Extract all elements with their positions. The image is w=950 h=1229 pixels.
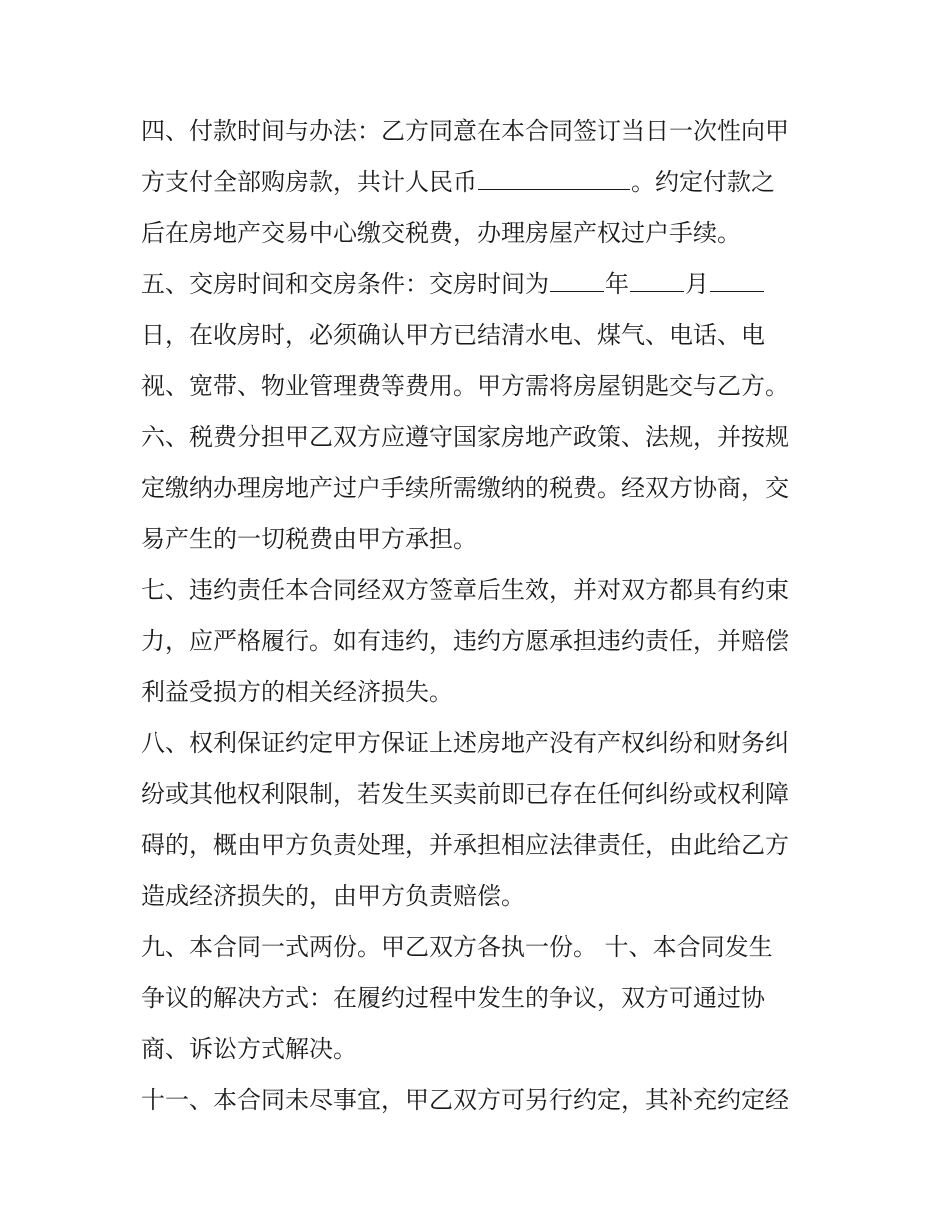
clause-8-warranty-line-3: 碍的，概由甲方负责处理，并承担相应法律责任，由此给乙方 (141, 831, 789, 859)
clause-8-warranty-line-1: 八、权利保证约定甲方保证上述房地产没有产权纠纷和财务纠 (141, 729, 789, 757)
payment-note: 。约定付款之 (631, 168, 775, 196)
clause-8-warranty-line-2: 纷或其他权利限制，若发生买卖前即已存在任何纠纷或权利障 (141, 780, 789, 808)
clause-9-10-line-1: 九、本合同一式两份。甲乙双方各执一份。 十、本合同发生 (141, 933, 773, 961)
year-label: 年 (605, 270, 629, 298)
clause-7-breach-line-1: 七、违约责任本合同经双方签章后生效，并对双方都具有约束 (141, 576, 789, 604)
handover-month-blank (630, 269, 684, 292)
month-label: 月 (685, 270, 709, 298)
clause-6-taxes-line-3: 易产生的一切税费由甲方承担。 (141, 525, 477, 553)
clause-5-handover-line-2: 日，在收房时，必须确认甲方已结清水电、煤气、电话、电 (141, 321, 765, 349)
handover-year-blank (550, 269, 604, 292)
contract-body (141, 106, 811, 1126)
total-price-label: 方支付全部购房款，共计人民币 (141, 168, 477, 196)
clause-11-misc-line-1: 十一、本合同未尽事宜，甲乙双方可另行约定，其补充约定经 (141, 1086, 789, 1114)
clause-4-payment-line-2 (141, 157, 811, 208)
clause-4-payment-line-3: 后在房地产交易中心缴交税费，办理房屋产权过户手续。 (141, 219, 741, 247)
handover-day-blank (710, 269, 764, 292)
clause-7-breach-line-3: 利益受损方的相关经济损失。 (141, 678, 453, 706)
clause-10-dispute-line-2: 争议的解决方式：在履约过程中发生的争议，双方可通过协 (141, 984, 765, 1012)
handover-date-label: 五、交房时间和交房条件：交房时间为 (141, 270, 549, 298)
clause-10-dispute-line-3: 商、诉讼方式解决。 (141, 1035, 357, 1063)
clause-8-warranty-line-4: 造成经济损失的，由甲方负责赔偿。 (141, 882, 525, 910)
clause-5-handover-line-1 (141, 259, 811, 310)
total-price-blank (478, 167, 630, 190)
clause-6-taxes-line-2: 定缴纳办理房地产过户手续所需缴纳的税费。经双方协商，交 (141, 474, 789, 502)
clause-7-breach-line-2: 力，应严格履行。如有违约，违约方愿承担违约责任，并赔偿 (141, 627, 789, 655)
clause-4-payment-line-1: 四、付款时间与办法：乙方同意在本合同签订当日一次性向甲 (141, 117, 789, 145)
clause-5-handover-line-3: 视、宽带、物业管理费等费用。甲方需将房屋钥匙交与乙方。 (141, 372, 789, 400)
clause-6-taxes-line-1: 六、税费分担甲乙双方应遵守国家房地产政策、法规，并按规 (141, 423, 789, 451)
